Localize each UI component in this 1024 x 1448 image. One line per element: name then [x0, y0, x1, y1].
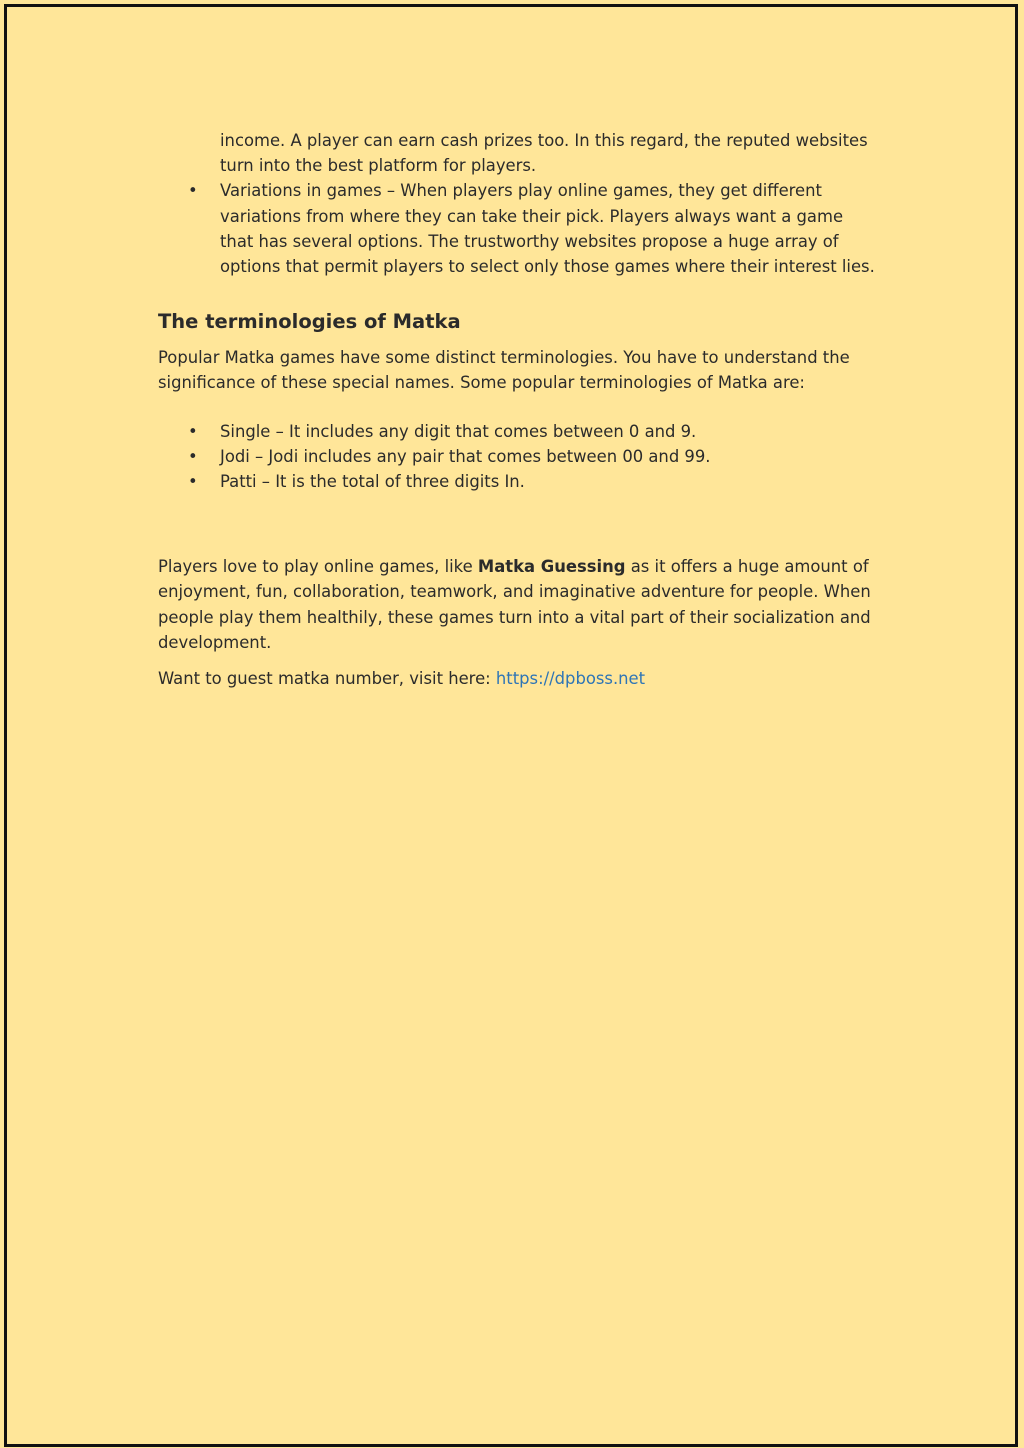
closing-text-end: as it offers a huge amount of enjoyment, fun, collaboration, teamwork, and imaginative adventure for people. When people play them healthily, these games turn into a vital part of their socialization and development.	[158, 557, 871, 652]
list-item-text: income. A player can earn cash prizes too. In this regard, the reputed websites turn into the best platform for players.	[220, 131, 868, 176]
visit-paragraph	[158, 666, 878, 691]
bullet-icon: •	[188, 181, 198, 201]
list-item-text: Variations in games – When players play online games, they get different variations from where they can take their pick. Players always want a game that has several options. The trustworthy websites propose a huge array of options that permit players to select only those games where their interest lies.	[220, 181, 875, 277]
list-item	[158, 178, 878, 279]
closing-paragraph	[158, 554, 878, 655]
list-item-text: Patti – It is the total of three digits In.	[220, 472, 525, 492]
terminology-list	[158, 419, 878, 495]
benefits-list	[158, 128, 878, 279]
intro-paragraph: Popular Matka games have some distinct terminologies. You have to understand the significance of these special names. Some popular terminologies of Matka are:	[158, 348, 850, 393]
bullet-icon: •	[188, 421, 198, 441]
document-page	[4, 4, 1018, 1447]
list-item-text: Jodi – Jodi includes any pair that comes between 00 and 99.	[220, 446, 711, 466]
list-item-continuation	[158, 128, 878, 178]
list-item-text: Single – It includes any digit that comes between 0 and 9.	[220, 421, 697, 441]
page-content	[158, 128, 878, 691]
list-item	[158, 419, 878, 444]
matka-guessing-bold: Matka Guessing	[477, 557, 626, 577]
list-item	[158, 444, 878, 469]
dpboss-link[interactable]: https://dpboss.net	[495, 669, 646, 689]
list-item	[158, 469, 878, 494]
bullet-icon: •	[188, 472, 198, 492]
section-heading: The terminologies of Matka	[158, 310, 461, 334]
bullet-icon: •	[188, 446, 198, 466]
visit-text: Want to guest matka number, visit here:	[158, 669, 496, 689]
closing-text-start: Players love to play online games, like	[158, 557, 478, 577]
